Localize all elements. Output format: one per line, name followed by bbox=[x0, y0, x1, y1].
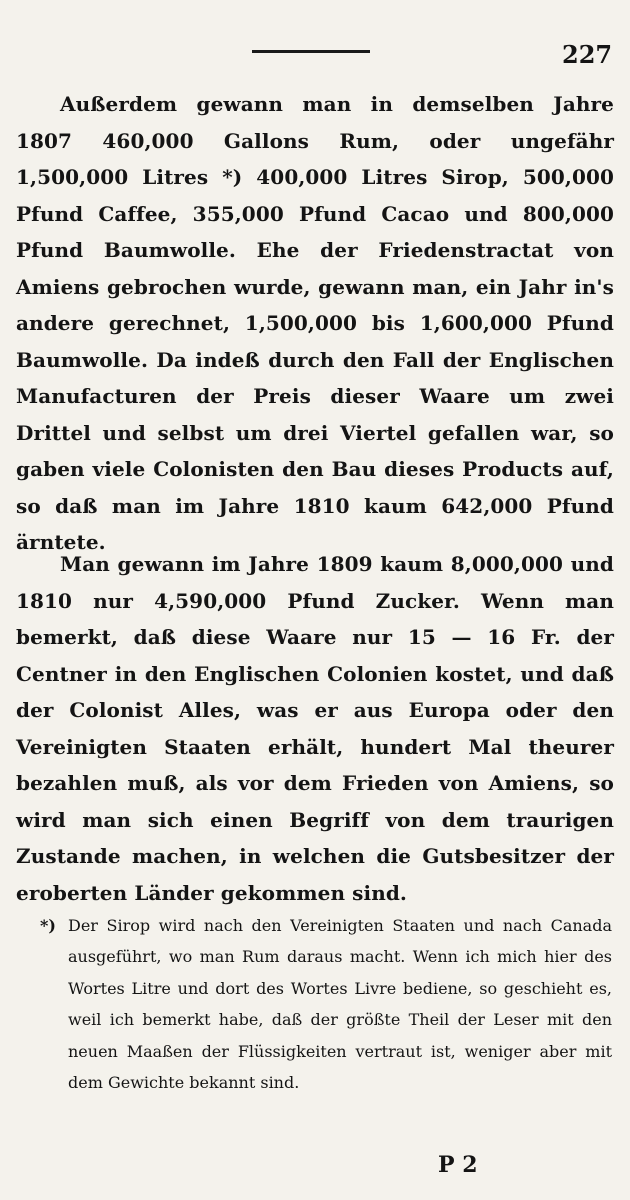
header-rule bbox=[252, 50, 370, 53]
body-paragraph-2: Man gewann im Jahre 1809 kaum 8,000,000 und 1810 nur 4,590,000 Pfund Zucker. Wenn man bemerkt, daß diese Waare nur 15 — 16 Fr. der Centner in den Englischen Colonien kostet, und daß der Colonist Alles, was er aus Europa oder den Vereinigten Staaten erhält, hundert Mal theurer bezahlen muß, als vor dem Frieden von Amiens, so wird man sich einen Begriff von dem traurigen Zustande machen, in welchen die Gutsbesitzer der eroberten Länder gekommen sind. bbox=[16, 552, 614, 905]
body-paragraph-1: Außerdem gewann man in demselben Jahre 1807 460,000 Gallons Rum, oder ungefähr 1,500,000 Litres *) 400,000 Litres Sirop, 500,000 Pfund Caffee, 355,000 Pfund Cacao und 800,000 Pfund Baumwolle. Ehe der Friedenstractat von Amiens gebrochen wurde, gewann man, ein Jahr in's andere gerechnet, 1,500,000 bis 1,600,000 Pfund Baumwolle. Da indeß durch den Fall der Englischen Manufacturen der Preis dieser Waare um zwei Drittel und selbst um drei Viertel gefallen war, so gaben viele Colonisten den Bau dieses Products auf, so daß man im Jahre 1810 kaum 642,000 Pfund ärntete. bbox=[16, 92, 614, 554]
footnote-marker: *) bbox=[40, 916, 56, 935]
page-number: 227 bbox=[562, 40, 613, 69]
signature-mark: P 2 bbox=[438, 1152, 478, 1178]
footnote-text: Der Sirop wird nach den Vereinigten Staaten und nach Canada ausgeführt, wo man Rum daraus macht. Wenn ich mich hier des Wortes Litre und dort des Wortes Livre bediene, so geschieht es, weil ich bemerkt habe, daß der größte Theil der Leser mit den neuen Maaßen der Flüssigkeiten vertraut ist, weniger aber mit dem Gewichte bekannt sind. bbox=[68, 916, 612, 1093]
footnote bbox=[18, 910, 612, 1098]
